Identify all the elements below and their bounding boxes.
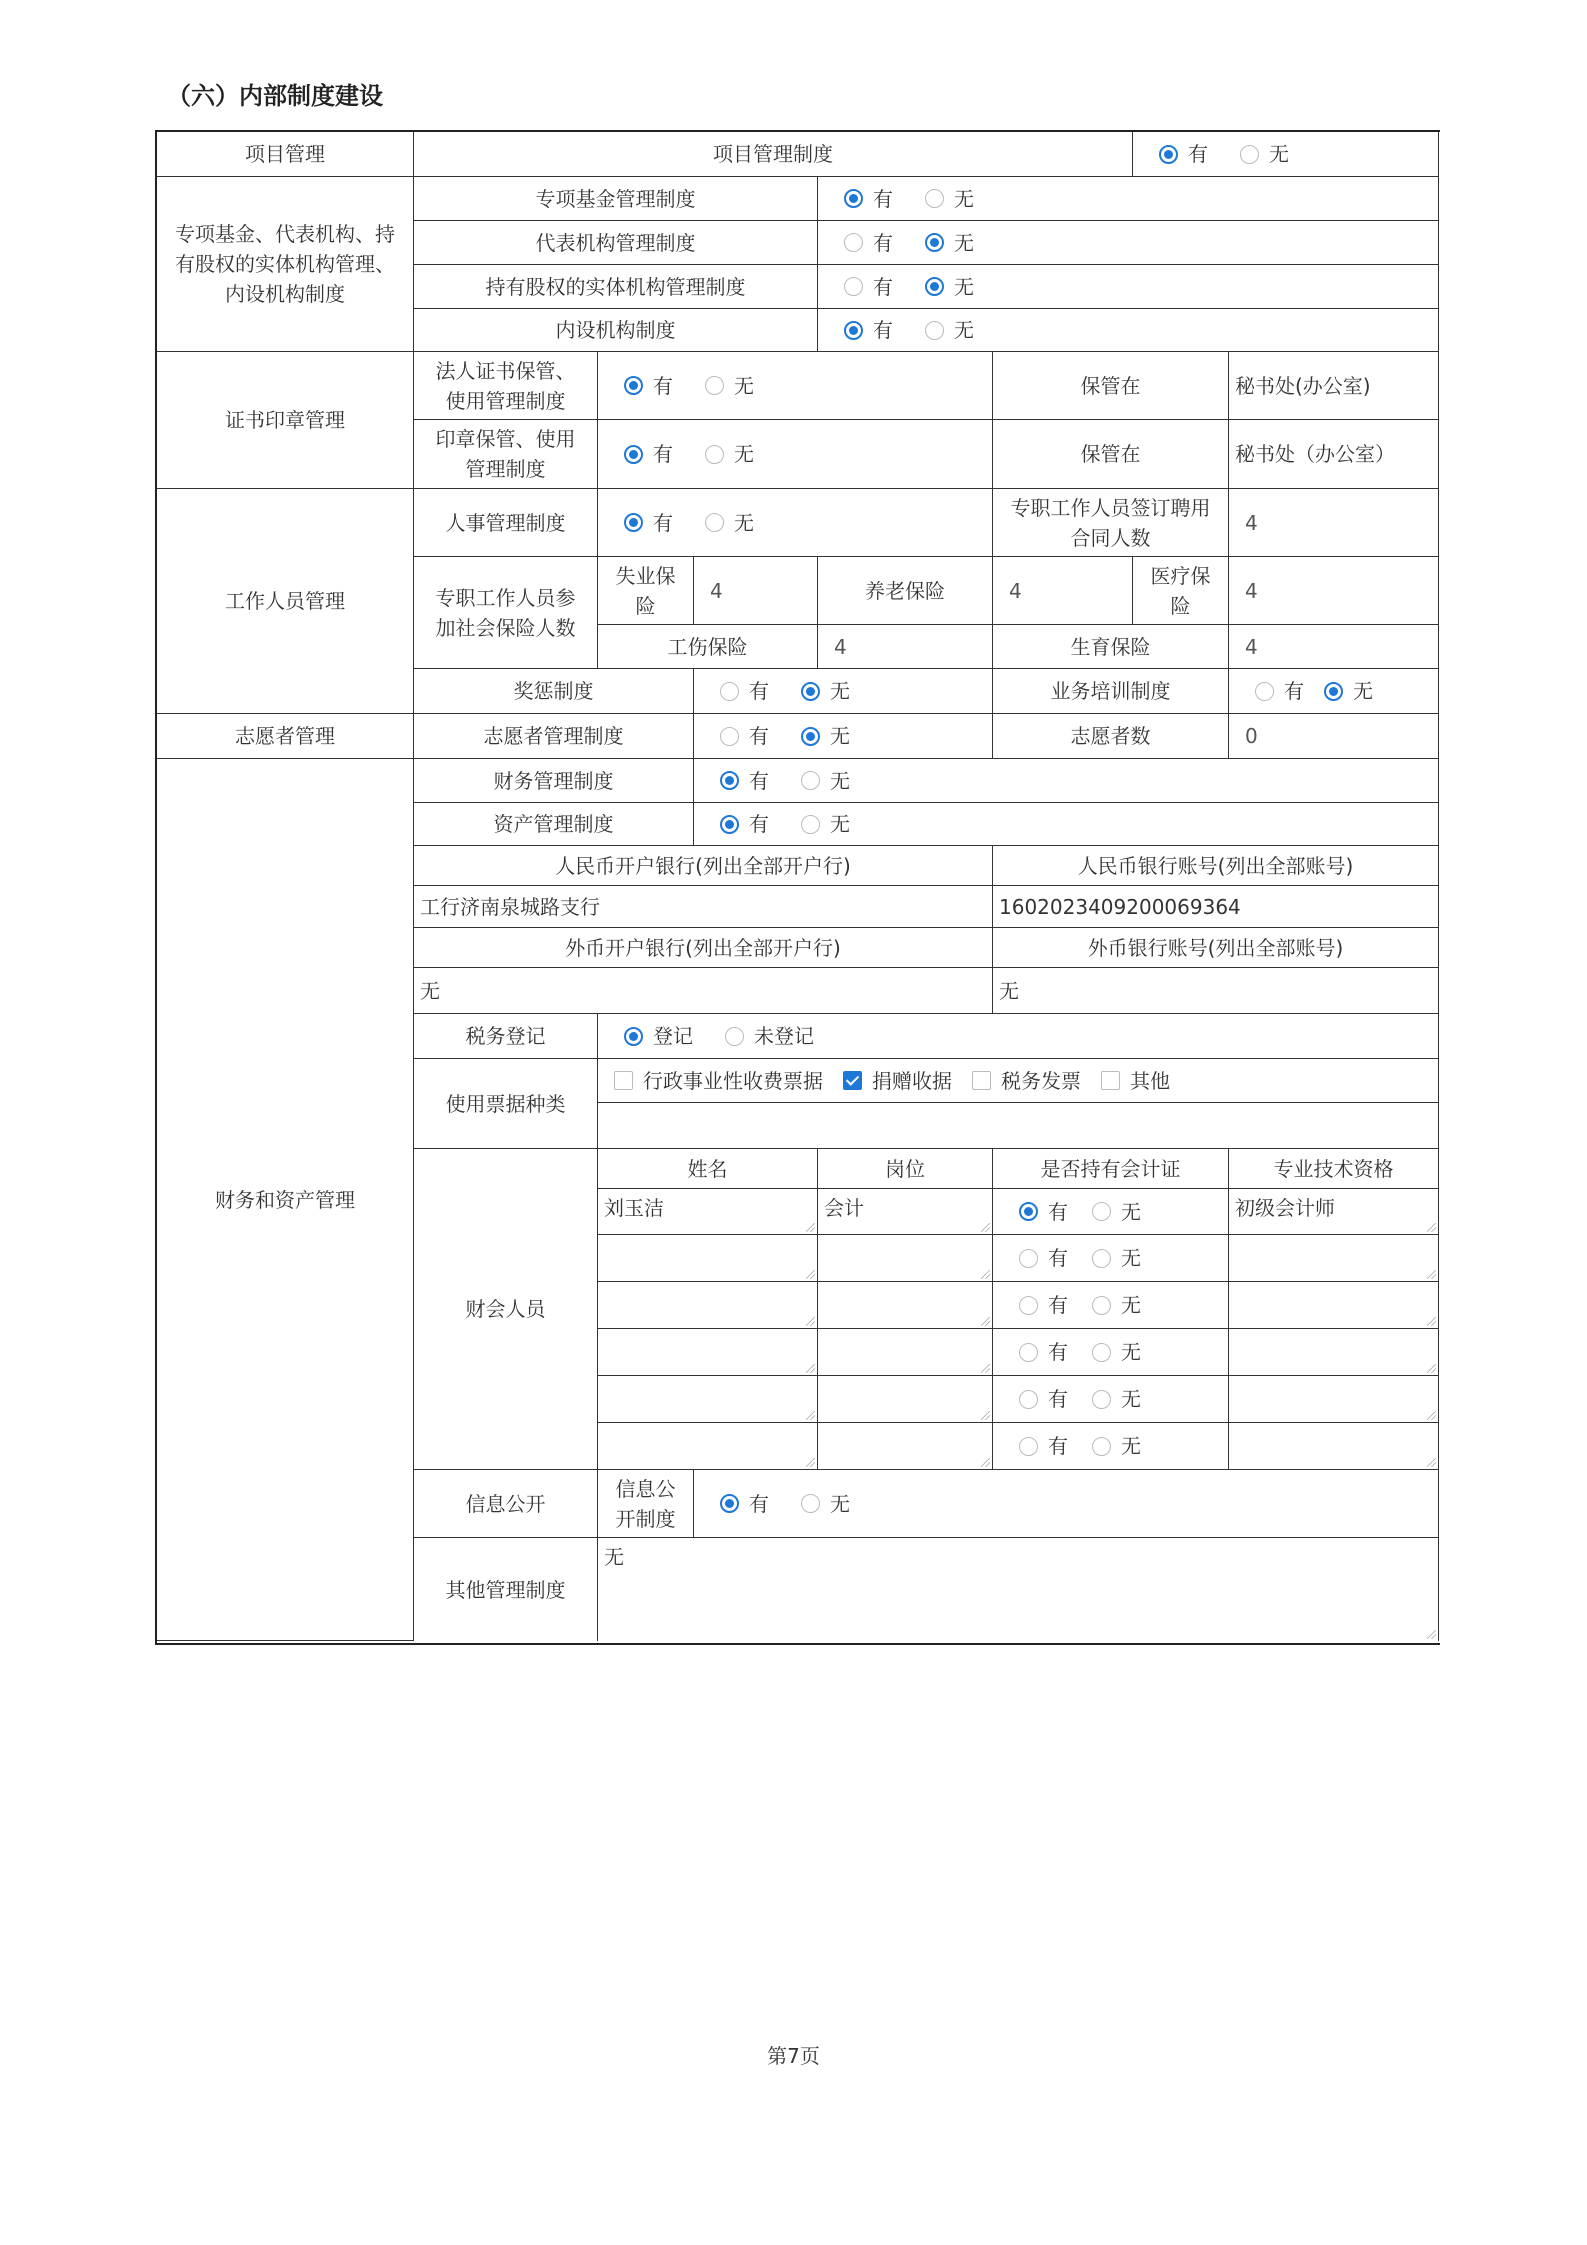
- stamp-label: 印章保管、使用管理制度: [414, 420, 598, 489]
- radio-yes[interactable]: 有: [720, 676, 769, 706]
- radio-yes[interactable]: 有: [720, 1489, 769, 1519]
- radio-no[interactable]: 无: [801, 721, 850, 751]
- volunteer-policy-radio: [694, 714, 993, 759]
- accountant-post-input[interactable]: [818, 1235, 993, 1282]
- accountant-post-input[interactable]: [818, 1282, 993, 1329]
- pension-label: 养老保险: [818, 557, 993, 625]
- radio-empty-icon: [705, 445, 724, 464]
- contract-count[interactable]: 4: [1229, 489, 1439, 557]
- radio-no[interactable]: 无: [801, 766, 850, 796]
- internal-dept-label: 内设机构制度: [414, 309, 818, 352]
- stamp-kept-value[interactable]: 秘书处（办公室）: [1229, 420, 1439, 489]
- radio-selected-icon: [1019, 1202, 1038, 1221]
- insurance-label: 专职工作人员参加社会保险人数: [414, 557, 598, 669]
- radio-yes[interactable]: 有: [1019, 1197, 1068, 1227]
- radio-selected-icon: [925, 233, 944, 252]
- unemployment-label: 失业保险: [598, 557, 694, 625]
- other-policy-input[interactable]: 无: [598, 1538, 1439, 1641]
- col-name-header: 姓名: [598, 1149, 818, 1189]
- accountant-qual-input[interactable]: [1229, 1376, 1439, 1423]
- hr-policy-label: 人事管理制度: [414, 489, 598, 557]
- radio-selected-icon: [624, 445, 643, 464]
- accountant-name-input[interactable]: 刘玉洁: [598, 1189, 818, 1235]
- radio-yes[interactable]: 有: [1159, 139, 1208, 169]
- radio-empty-icon: [844, 233, 863, 252]
- finance-policy-radio: [694, 759, 1439, 803]
- radio-empty-icon: [1240, 145, 1259, 164]
- cert-kept-value[interactable]: 秘书处(办公室): [1229, 352, 1439, 420]
- medical-label: 医疗保险: [1133, 557, 1229, 625]
- receipt-other-input[interactable]: [598, 1103, 1439, 1149]
- accountant-qual-input[interactable]: 初级会计师: [1229, 1189, 1439, 1235]
- radio-no[interactable]: 无: [1092, 1384, 1141, 1414]
- accountant-qual-input[interactable]: [1229, 1235, 1439, 1282]
- radio-empty-icon: [844, 277, 863, 296]
- radio-empty-icon: [1092, 1343, 1111, 1362]
- accountant-label: 财会人员: [414, 1149, 598, 1470]
- other-policy-label: 其他管理制度: [414, 1538, 598, 1641]
- radio-yes[interactable]: 有: [1019, 1384, 1068, 1414]
- checkbox-empty-icon: [614, 1071, 633, 1090]
- training-radio: [1229, 669, 1439, 714]
- radio-no[interactable]: 无: [801, 809, 850, 839]
- radio-selected-icon: [1159, 145, 1178, 164]
- radio-yes[interactable]: 有: [1019, 1243, 1068, 1273]
- radio-no[interactable]: 无: [1092, 1243, 1141, 1273]
- radio-registered[interactable]: 登记: [624, 1021, 693, 1051]
- radio-empty-icon: [1019, 1437, 1038, 1456]
- radio-empty-icon: [925, 321, 944, 340]
- section-title: （六）内部制度建设: [167, 82, 383, 110]
- cert-radio: [598, 352, 993, 420]
- radio-empty-icon: [720, 727, 739, 746]
- pension-value[interactable]: 4: [993, 557, 1133, 625]
- accountant-name-input[interactable]: [598, 1235, 818, 1282]
- stamp-kept-label: 保管在: [993, 420, 1229, 489]
- receipt-label: 使用票据种类: [414, 1059, 598, 1149]
- radio-no[interactable]: 无: [1092, 1197, 1141, 1227]
- radio-no[interactable]: 无: [925, 228, 974, 258]
- radio-empty-icon: [801, 1494, 820, 1513]
- equity-entity-radio: [818, 265, 1439, 309]
- reward-radio: [694, 669, 993, 714]
- equity-entity-label: 持有股权的实体机构管理制度: [414, 265, 818, 309]
- cert-label: 法人证书保管、使用管理制度: [414, 352, 598, 420]
- radio-no[interactable]: 无: [705, 508, 754, 538]
- accountant-name-input[interactable]: [598, 1423, 818, 1470]
- injury-value[interactable]: 4: [818, 625, 993, 669]
- radio-selected-icon: [624, 376, 643, 395]
- radio-empty-icon: [925, 189, 944, 208]
- radio-no[interactable]: 无: [925, 272, 974, 302]
- accountant-name-input[interactable]: [598, 1282, 818, 1329]
- radio-selected-icon: [720, 1494, 739, 1513]
- checkbox-admin-fee[interactable]: 行政事业性收费票据: [614, 1066, 823, 1096]
- radio-yes[interactable]: 有: [1019, 1290, 1068, 1320]
- radio-no[interactable]: 无: [1092, 1290, 1141, 1320]
- special-label: 专项基金、代表机构、持有股权的实体机构管理、内设机构制度: [157, 177, 414, 352]
- radio-empty-icon: [1019, 1296, 1038, 1315]
- col-qual-header: 专业技术资格: [1229, 1149, 1439, 1189]
- radio-yes[interactable]: 有: [624, 439, 673, 469]
- tax-label: 税务登记: [414, 1014, 598, 1059]
- rmb-bank-value[interactable]: 工行济南泉城路支行: [414, 886, 993, 928]
- radio-no[interactable]: 无: [1092, 1431, 1141, 1461]
- radio-yes[interactable]: 有: [844, 272, 893, 302]
- radio-selected-icon: [925, 277, 944, 296]
- radio-selected-icon: [720, 771, 739, 790]
- volunteer-count[interactable]: 0: [1229, 714, 1439, 759]
- radio-no[interactable]: 无: [801, 1489, 850, 1519]
- receipt-types: [598, 1059, 1439, 1103]
- project-policy-label: 项目管理制度: [414, 132, 1133, 177]
- radio-selected-icon: [624, 513, 643, 532]
- internal-system-form: [155, 130, 1440, 1645]
- hr-policy-radio: [598, 489, 993, 557]
- project-policy-radio: [1133, 132, 1439, 177]
- radio-selected-icon: [720, 815, 739, 834]
- rep-office-radio: [818, 221, 1439, 265]
- accountant-post-input[interactable]: [818, 1423, 993, 1470]
- special-fund-radio: [818, 177, 1439, 221]
- checkbox-other[interactable]: 其他: [1101, 1066, 1170, 1096]
- radio-no[interactable]: 无: [925, 184, 974, 214]
- radio-yes[interactable]: 有: [624, 371, 673, 401]
- radio-yes[interactable]: 有: [1019, 1431, 1068, 1461]
- accountant-cert-radio: [993, 1282, 1229, 1329]
- radio-yes[interactable]: 有: [624, 508, 673, 538]
- radio-yes[interactable]: 有: [1019, 1337, 1068, 1367]
- fx-bank-value[interactable]: 无: [414, 968, 993, 1014]
- volunteer-count-label: 志愿者数: [993, 714, 1229, 759]
- radio-yes[interactable]: 有: [844, 184, 893, 214]
- radio-empty-icon: [1092, 1296, 1111, 1315]
- checkbox-donation[interactable]: 捐赠收据: [843, 1066, 952, 1096]
- asset-policy-radio: [694, 803, 1439, 846]
- internal-dept-radio: [818, 309, 1439, 352]
- accountant-name-input[interactable]: [598, 1376, 818, 1423]
- accountant-qual-input[interactable]: [1229, 1423, 1439, 1470]
- radio-empty-icon: [705, 376, 724, 395]
- radio-selected-icon: [844, 189, 863, 208]
- accountant-cert-radio: [993, 1329, 1229, 1376]
- radio-empty-icon: [1019, 1390, 1038, 1409]
- radio-selected-icon: [1324, 682, 1343, 701]
- radio-no[interactable]: 无: [1092, 1337, 1141, 1367]
- radio-selected-icon: [624, 1027, 643, 1046]
- accountant-name-input[interactable]: [598, 1329, 818, 1376]
- radio-empty-icon: [1092, 1437, 1111, 1456]
- volunteer-label: 志愿者管理: [157, 714, 414, 759]
- accountant-post-input[interactable]: 会计: [818, 1189, 993, 1235]
- col-cert-header: 是否持有会计证: [993, 1149, 1229, 1189]
- radio-yes[interactable]: 有: [720, 766, 769, 796]
- radio-empty-icon: [705, 513, 724, 532]
- checkbox-empty-icon: [1101, 1071, 1120, 1090]
- fx-bank-label: 外币开户银行(列出全部开户行): [414, 928, 993, 968]
- staff-label: 工作人员管理: [157, 489, 414, 714]
- radio-empty-icon: [1092, 1202, 1111, 1221]
- accountant-cert-radio: [993, 1235, 1229, 1282]
- fx-account-label: 外币银行账号(列出全部账号): [993, 928, 1439, 968]
- radio-selected-icon: [801, 727, 820, 746]
- maternity-value[interactable]: 4: [1229, 625, 1439, 669]
- radio-empty-icon: [1092, 1249, 1111, 1268]
- maternity-label: 生育保险: [993, 625, 1229, 669]
- checkbox-tax-invoice[interactable]: 税务发票: [972, 1066, 1081, 1096]
- radio-yes[interactable]: 有: [844, 228, 893, 258]
- checkbox-checked-icon: [843, 1071, 862, 1090]
- page-number: 第7页: [767, 2044, 820, 2068]
- special-fund-label: 专项基金管理制度: [414, 177, 818, 221]
- seal-label: 证书印章管理: [157, 352, 414, 489]
- injury-label: 工伤保险: [598, 625, 818, 669]
- rmb-bank-label: 人民币开户银行(列出全部开户行): [414, 846, 993, 886]
- unemployment-value[interactable]: 4: [694, 557, 818, 625]
- radio-yes[interactable]: 有: [720, 721, 769, 751]
- cert-kept-label: 保管在: [993, 352, 1229, 420]
- contract-label: 专职工作人员签订聘用合同人数: [993, 489, 1229, 557]
- rmb-account-value[interactable]: 1602023409200069364: [993, 886, 1439, 928]
- accountant-cert-radio: [993, 1423, 1229, 1470]
- radio-empty-icon: [801, 815, 820, 834]
- accountant-qual-input[interactable]: [1229, 1282, 1439, 1329]
- stamp-radio: [598, 420, 993, 489]
- rep-office-label: 代表机构管理制度: [414, 221, 818, 265]
- medical-value[interactable]: 4: [1229, 557, 1439, 625]
- accountant-qual-input[interactable]: [1229, 1329, 1439, 1376]
- radio-no[interactable]: 无: [1324, 676, 1373, 706]
- checkbox-empty-icon: [972, 1071, 991, 1090]
- radio-unregistered[interactable]: 未登记: [725, 1021, 814, 1051]
- radio-no[interactable]: 无: [705, 439, 754, 469]
- radio-empty-icon: [725, 1027, 744, 1046]
- disclosure-policy-radio: [694, 1470, 1439, 1538]
- accountant-cert-radio: [993, 1376, 1229, 1423]
- radio-no[interactable]: 无: [925, 315, 974, 345]
- project-label: 项目管理: [157, 132, 414, 177]
- accountant-post-input[interactable]: [818, 1376, 993, 1423]
- training-label: 业务培训制度: [993, 669, 1229, 714]
- radio-selected-icon: [801, 682, 820, 701]
- radio-selected-icon: [844, 321, 863, 340]
- radio-empty-icon: [720, 682, 739, 701]
- accountant-post-input[interactable]: [818, 1329, 993, 1376]
- rmb-account-label: 人民币银行账号(列出全部账号): [993, 846, 1439, 886]
- volunteer-policy-label: 志愿者管理制度: [414, 714, 694, 759]
- radio-no[interactable]: 无: [705, 371, 754, 401]
- radio-no[interactable]: 无: [1240, 139, 1289, 169]
- radio-empty-icon: [1019, 1249, 1038, 1268]
- radio-empty-icon: [801, 771, 820, 790]
- radio-empty-icon: [1092, 1390, 1111, 1409]
- finance-label: 财务和资产管理: [157, 759, 414, 1641]
- radio-yes[interactable]: 有: [1255, 676, 1304, 706]
- fx-account-value[interactable]: 无: [993, 968, 1439, 1014]
- tax-radio: [598, 1014, 1439, 1059]
- radio-yes[interactable]: 有: [720, 809, 769, 839]
- finance-policy-label: 财务管理制度: [414, 759, 694, 803]
- radio-yes[interactable]: 有: [844, 315, 893, 345]
- radio-empty-icon: [1255, 682, 1274, 701]
- radio-empty-icon: [1019, 1343, 1038, 1362]
- accountant-cert-radio: [993, 1189, 1229, 1235]
- disclosure-policy-label: 信息公开制度: [598, 1470, 694, 1538]
- col-post-header: 岗位: [818, 1149, 993, 1189]
- disclosure-label: 信息公开: [414, 1470, 598, 1538]
- reward-label: 奖惩制度: [414, 669, 694, 714]
- asset-policy-label: 资产管理制度: [414, 803, 694, 846]
- radio-no[interactable]: 无: [801, 676, 850, 706]
